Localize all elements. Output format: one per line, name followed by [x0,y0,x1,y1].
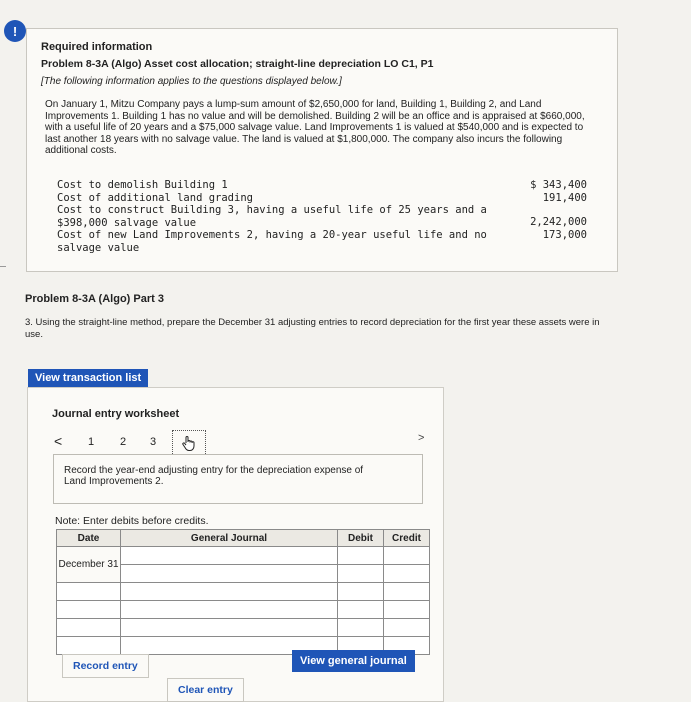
cost-row [57,179,587,192]
journal-entry-worksheet [27,387,444,702]
date-cell: December 31 [57,547,121,583]
cost-row [57,204,587,229]
clear-entry-button[interactable]: Clear entry [167,678,244,702]
problem-title: Problem 8-3A (Algo) Asset cost allocation; straight-line depreciation LO C1, P1 [41,58,434,70]
credit-input[interactable] [384,547,430,565]
account-input[interactable] [121,547,338,565]
page-1-link[interactable]: 1 [88,436,95,448]
problem-paragraph: On January 1, Mitzu Company pays a lump-sum amount of $2,650,000 for land, Building 1, Building 2, and Land Improvements 1. Building 1 has no value and will be demolished. Building 2 will be an office and is appraised at $660,000, with a useful life of 20 years and a $75,000 salvage value. Land Improvements 1 is valued at $540,000 and is expected to last another 18 years with no salvage value. The land is valued at $1,800,000. The company also incurs the following additional costs. [45,99,585,156]
edge-tick [0,266,6,267]
date-input[interactable] [57,637,121,655]
table-row [57,601,430,619]
alert-icon: ! [4,20,26,42]
debit-input[interactable] [338,601,384,619]
cost-row [57,192,587,205]
record-entry-button[interactable]: Record entry [62,654,149,678]
table-row [57,583,430,601]
credit-input[interactable] [384,583,430,601]
account-input[interactable] [121,565,338,583]
debit-input[interactable] [338,583,384,601]
hand-pointer-icon[interactable] [172,430,206,456]
credit-input[interactable] [384,619,430,637]
journal-table [56,529,430,655]
next-arrow-icon[interactable]: > [418,432,425,444]
account-input[interactable] [121,619,338,637]
credit-input[interactable] [384,565,430,583]
debit-input[interactable] [338,619,384,637]
part-title: Problem 8-3A (Algo) Part 3 [25,293,164,305]
debits-note: Note: Enter debits before credits. [55,515,209,527]
cost-amount: 2,242,000 [530,216,587,228]
view-general-journal-button[interactable]: View general journal [292,650,415,672]
entry-prompt-box [53,454,423,504]
cost-desc: Cost to demolish Building 1 [57,179,228,191]
date-input[interactable] [57,619,121,637]
debit-input[interactable] [338,547,384,565]
cost-amount: 191,400 [542,191,587,204]
view-transaction-list-button[interactable]: View transaction list [28,369,148,387]
cost-desc: Cost to construct Building 3, having a useful life of 25 years and a $398,000 salvage value [57,204,494,229]
page-3-link[interactable]: 3 [150,436,157,448]
entry-prompt: Record the year-end adjusting entry for the depreciation expense of Land Improvements 2. [64,465,364,487]
page-2-link[interactable]: 2 [120,436,127,448]
cost-row [57,229,587,254]
credit-input[interactable] [384,601,430,619]
cost-list [57,179,587,254]
table-row [57,619,430,637]
account-input[interactable] [121,583,338,601]
required-information-panel [26,28,618,272]
date-header: Date [57,530,121,547]
cost-amount: 173,000 [542,229,587,241]
cost-desc: Cost of additional land grading [57,191,253,204]
account-input[interactable] [121,601,338,619]
info-heading: Required information [41,41,153,53]
worksheet-title: Journal entry worksheet [52,408,180,420]
question-text: 3. Using the straight-line method, prepare the December 31 adjusting entries to record depreciation for the first year these assets were in use. [25,317,600,340]
cost-desc: Cost of new Land Improvements 2, having a 20-year useful life and no salvage value [57,229,494,254]
table-row [57,547,430,565]
cost-amount: $ 343,400 [530,179,587,191]
prev-arrow-icon[interactable]: < [54,433,63,449]
debit-input[interactable] [338,565,384,583]
applies-note: [The following information applies to the questions displayed below.] [41,76,342,87]
general-journal-header: General Journal [121,530,338,547]
debit-header: Debit [338,530,384,547]
date-input[interactable] [57,583,121,601]
date-input[interactable] [57,601,121,619]
credit-header: Credit [384,530,430,547]
